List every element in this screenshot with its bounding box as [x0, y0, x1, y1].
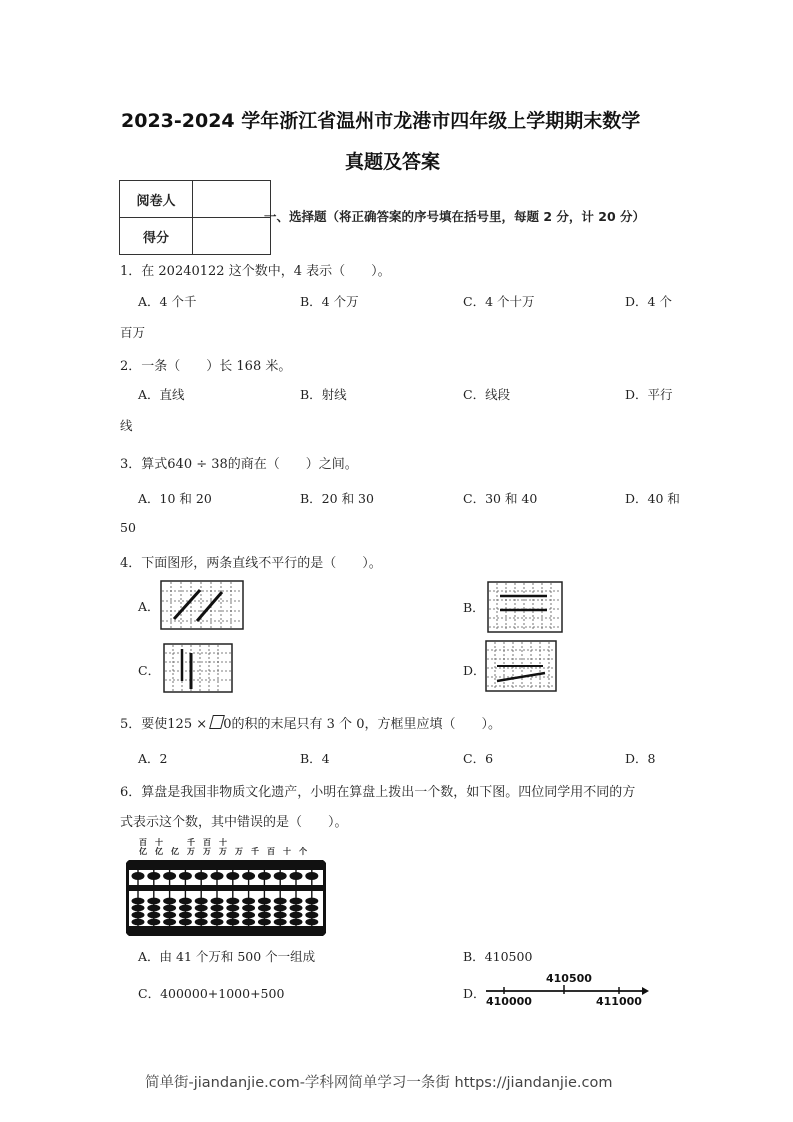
question-6-stem-line1: 6．算盘是我国非物质文化遗产，小明在算盘上拨出一个数，如下图。四位同学用不同的方 — [120, 785, 636, 800]
q1-option-a: A．4 个千 — [138, 294, 197, 309]
abacus-lower-bead — [163, 905, 176, 912]
q2-option-a: A．直线 — [138, 387, 185, 402]
abacus-lower-bead — [258, 905, 271, 912]
abacus-lower-bead — [163, 912, 176, 919]
abacus-label-6: 万 — [235, 847, 243, 856]
q4-option-d: D． — [463, 663, 486, 678]
abacus-lower-bead — [258, 919, 271, 926]
q4-figure-c — [163, 643, 233, 693]
abacus-lower-bead — [211, 905, 224, 912]
abacus-lower-bead — [290, 898, 303, 905]
reviewer-blank — [193, 181, 271, 218]
q3-option-a: A．10 和 20 — [138, 491, 212, 506]
abacus-lower-bead — [226, 919, 239, 926]
q3-option-d-wrap: 50 — [120, 520, 136, 535]
abacus-lower-bead — [290, 912, 303, 919]
q4-option-b: B． — [463, 600, 485, 615]
abacus-lower-bead — [305, 898, 318, 905]
q2-option-d: D．平行 — [625, 387, 673, 402]
abacus-lower-bead — [163, 898, 176, 905]
abacus-lower-bead — [290, 905, 303, 912]
abacus-upper-bead — [195, 872, 208, 880]
abacus-lower-bead — [258, 898, 271, 905]
q3-option-c: C．30 和 40 — [463, 491, 538, 506]
abacus-lower-bead — [195, 912, 208, 919]
abacus-lower-bead — [195, 919, 208, 926]
q1-option-d: D．4 个 — [625, 294, 672, 309]
abacus-lower-bead — [211, 898, 224, 905]
abacus-label-10: 个 — [299, 847, 307, 856]
abacus-label-0: 百亿 — [139, 838, 147, 856]
q2-option-b: B．射线 — [300, 387, 347, 402]
abacus-label-9: 十 — [283, 847, 291, 856]
abacus-lower-bead — [226, 898, 239, 905]
abacus-lower-bead — [305, 905, 318, 912]
abacus-lower-bead — [242, 912, 255, 919]
page-title-line2: 真题及答案 — [345, 151, 441, 173]
question-3-stem: 3．算式640 ÷ 38的商在（ ）之间。 — [120, 457, 358, 472]
abacus-image — [126, 860, 326, 936]
q2-option-d-wrap: 线 — [120, 418, 133, 433]
abacus-upper-bead — [211, 872, 224, 880]
abacus-lower-bead — [226, 912, 239, 919]
q5-stem-prefix: 5．要使125 × — [120, 717, 212, 732]
abacus-lower-bead — [211, 919, 224, 926]
abacus-upper-bead — [290, 872, 303, 880]
q6-option-c: C．400000+1000+500 — [138, 986, 285, 1001]
abacus-label-3: 千万 — [187, 838, 195, 856]
numberline-middle-label: 410500 — [546, 972, 592, 985]
abacus-lower-bead — [274, 905, 287, 912]
q1-option-d-wrap: 百万 — [120, 325, 146, 340]
q3-option-d: D．40 和 — [625, 491, 680, 506]
numberline-right-label: 411000 — [596, 995, 642, 1008]
question-1-stem: 1．在 20240122 这个数中，4 表示（ ）。 — [120, 264, 391, 279]
q1-option-b: B．4 个万 — [300, 294, 359, 309]
abacus-upper-bead — [258, 872, 271, 880]
abacus-lower-bead — [305, 912, 318, 919]
q3-option-b: B．20 和 30 — [300, 491, 374, 506]
abacus-lower-bead — [290, 919, 303, 926]
q4-figure-b — [487, 581, 563, 633]
abacus-label-4: 百万 — [203, 838, 211, 856]
q4-option-c: C． — [138, 663, 161, 678]
abacus-lower-bead — [274, 912, 287, 919]
q5-option-d: D．8 — [625, 751, 656, 766]
abacus-lower-bead — [179, 919, 192, 926]
q5-option-a: A．2 — [138, 751, 168, 766]
abacus-lower-bead — [274, 919, 287, 926]
q4-figure-a — [160, 580, 244, 630]
question-5-stem — [120, 713, 501, 732]
abacus-lower-bead — [179, 905, 192, 912]
page-title-line1: 2023-2024 学年浙江省温州市龙港市四年级上学期期末数学 — [121, 110, 641, 132]
abacus-label-5: 十万 — [219, 838, 227, 856]
abacus-upper-bead — [132, 872, 145, 880]
question-6-stem-line2: 式表示这个数，其中错误的是（ ）。 — [120, 815, 348, 830]
abacus-lower-bead — [226, 905, 239, 912]
abacus-lower-bead — [242, 905, 255, 912]
abacus-upper-bead — [274, 872, 287, 880]
q5-stem-suffix: 0的积的末尾只有 3 个 0，方框里应填（ ）。 — [223, 717, 501, 732]
score-label: 得分 — [120, 218, 193, 255]
q1-option-c: C．4 个十万 — [463, 294, 535, 309]
abacus-upper-bead — [163, 872, 176, 880]
abacus-label-1: 十亿 — [155, 838, 163, 856]
q6-option-a: A．由 41 个万和 500 个一组成 — [138, 949, 316, 964]
q6-option-b: B．410500 — [463, 949, 533, 964]
q4-option-a: A． — [138, 599, 160, 614]
abacus-upper-bead — [147, 872, 160, 880]
abacus-lower-bead — [274, 898, 287, 905]
abacus-upper-bead — [305, 872, 318, 880]
abacus-lower-bead — [242, 898, 255, 905]
abacus-lower-bead — [195, 898, 208, 905]
section-heading: 一、选择题（将正确答案的序号填在括号里，每题 2 分，计 20 分） — [264, 209, 646, 224]
abacus-label-2: 亿 — [171, 847, 179, 856]
q6-option-d: D． — [463, 986, 486, 1001]
q6-numberline — [484, 970, 650, 1010]
abacus-lower-bead — [132, 905, 145, 912]
abacus-upper-bead — [226, 872, 239, 880]
abacus-lower-bead — [147, 919, 160, 926]
q5-option-b: B．4 — [300, 751, 330, 766]
abacus-lower-bead — [179, 898, 192, 905]
abacus-lower-bead — [179, 912, 192, 919]
abacus-lower-bead — [211, 912, 224, 919]
abacus-lower-bead — [258, 912, 271, 919]
abacus-lower-bead — [132, 919, 145, 926]
abacus-label-7: 千 — [251, 847, 259, 856]
abacus-upper-bead — [242, 872, 255, 880]
abacus-lower-bead — [195, 905, 208, 912]
q2-option-c: C．线段 — [463, 387, 511, 402]
abacus-lower-bead — [132, 912, 145, 919]
numberline-left-label: 410000 — [486, 995, 532, 1008]
reviewer-label: 阅卷人 — [120, 181, 193, 218]
abacus-lower-bead — [147, 905, 160, 912]
q5-option-c: C．6 — [463, 751, 494, 766]
q4-figure-d — [485, 640, 557, 692]
question-4-stem: 4．下面图形，两条直线不平行的是（ ）。 — [120, 556, 382, 571]
abacus-lower-bead — [163, 919, 176, 926]
score-blank — [193, 218, 271, 255]
abacus-label-8: 百 — [267, 847, 275, 856]
footer-text: 简单街-jiandanjie.com-学科网简单学习一条街 https://jiandanjie.com — [145, 1075, 613, 1091]
abacus-lower-bead — [147, 898, 160, 905]
abacus-lower-bead — [305, 919, 318, 926]
abacus-upper-bead — [179, 872, 192, 880]
question-2-stem: 2．一条（ ）长 168 米。 — [120, 359, 292, 374]
score-table — [119, 180, 271, 255]
abacus-lower-bead — [132, 898, 145, 905]
abacus-lower-bead — [242, 919, 255, 926]
abacus-lower-bead — [147, 912, 160, 919]
